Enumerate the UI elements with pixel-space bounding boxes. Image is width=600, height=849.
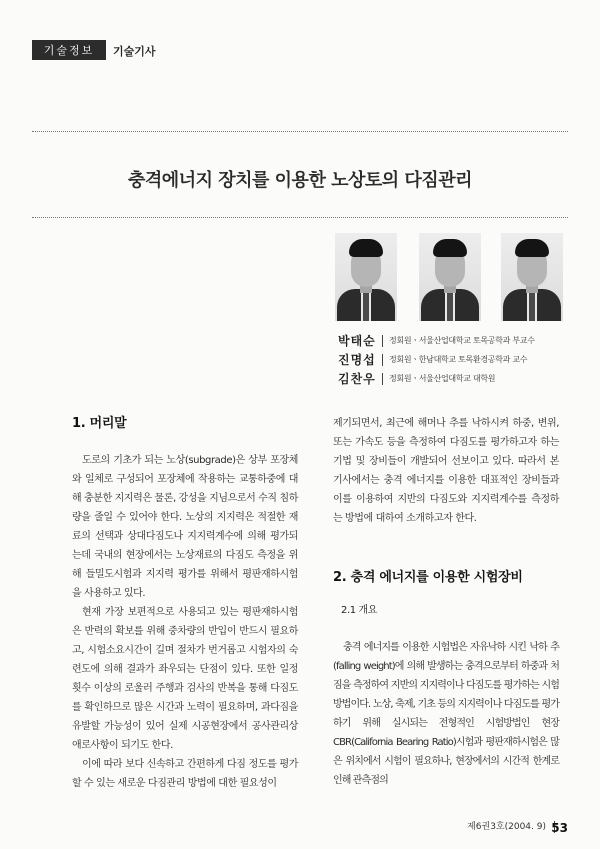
separator [382, 335, 383, 347]
author-photo-3 [501, 233, 563, 321]
right-column [333, 414, 559, 790]
author-entry [338, 331, 578, 350]
section-label: 기술기사 [113, 45, 156, 58]
divider-bottom [32, 217, 568, 218]
section-tag: 기술정보 [32, 40, 106, 60]
author-name: 김찬우 [338, 372, 376, 386]
page-number: 53 [551, 821, 568, 835]
author-photo-1 [335, 233, 397, 321]
heading-intro: 1. 머리말 [72, 416, 127, 431]
author-name: 진명섭 [338, 353, 376, 367]
paragraph: 제기되면서, 최근에 해머나 추를 낙하시켜 하중, 변위, 또는 가속도 등을 측정하여 다짐도를 평가하고자 하는 기법 및 장비들이 개발되어 선보이고 있다. 따라서 본 기사에서는 충격 에너지를 이용한 대표적인 장비들과 이를 이용하여 지반의 다짐도와 지지력계수를 측정하는 방법에 대하여 소개하고자 한다. [333, 418, 559, 524]
author-list [338, 331, 578, 388]
paragraph: 충격 에너지를 이용한 시험법은 자유낙하 시킨 낙하 추(falling weight)에 의해 발생하는 충격으로부터 하중과 처짐을 측정하여 지반의 지지력이나 다짐도를 평가하는 시험방법이다. 노상, 축제, 기초 등의 지지력이나 다짐도를 평가하기 위해 실시되는 전형적인 시험방법인 현장 CBR(California Bearing Ratio)시험과 평판재하시험은 많은 위치에서 시험이 필요하나, 현장에서의 시간적 한계로 인해 관측점의 [333, 642, 559, 786]
author-affiliation: 정회원ㆍ한남대학교 토목환경공학과 교수 [389, 355, 528, 364]
author-entry [338, 369, 578, 388]
subheading-overview: 2.1 개요 [341, 605, 378, 616]
paragraph: 현재 가장 보편적으로 사용되고 있는 평판재하시험은 반력의 확보를 위해 중차량의 반입이 반드시 필요하고, 시험소요시간이 길며 절차가 번거롭고 시험자의 숙련도에 의해 결과가 좌우되는 단점이 있다. 또한 일정 횟수 이상의 로울러 주행과 검사의 반복을 통해 다짐도를 확인하므로 많은 시간과 노력이 필요하며, 과다짐을 유발할 가능성이 있어 실제 시공현장에서 공사관리상 애로사항이 되기도 한다. [72, 607, 298, 751]
author-name: 박태순 [338, 334, 376, 348]
divider-top [32, 131, 568, 132]
author-photo-2 [419, 233, 481, 321]
author-photos [335, 233, 563, 323]
issue-info: 제6권3호(2004. 9) [467, 822, 546, 832]
separator [382, 373, 383, 385]
author-affiliation: 정회원ㆍ서울산업대학교 대학원 [389, 374, 496, 383]
author-entry [338, 350, 578, 369]
article-title: 충격에너지 장치를 이용한 노상토의 다짐관리 [128, 170, 472, 191]
paragraph: 이에 따라 보다 신속하고 간편하게 다짐 정도를 평가할 수 있는 새로운 다짐관리 방법에 대한 필요성이 [72, 759, 298, 789]
paragraph: 도로의 기초가 되는 노상(subgrade)은 상부 포장체와 일체로 구성되어 포장체에 작용하는 교통하중에 대해 충분한 지지력은 물론, 강성을 지님으로서 수직 침하량을 줄일 수 있어야 한다. 노상의 지지력은 적절한 재료의 선택과 상대다짐도나 지지력계수에 의해 평가되는데 국내의 현장에서는 노상재료의 다짐도 측정을 위해 들밀도시험과 지지력 평가를 위해서 평판재하시험을 사용하고 있다. [72, 455, 298, 599]
left-column [72, 414, 298, 793]
separator [382, 354, 383, 366]
author-affiliation: 정회원ㆍ서울산업대학교 토목공학과 부교수 [389, 336, 535, 345]
heading-equipment: 2. 충격 에너지를 이용한 시험장비 [333, 570, 523, 585]
